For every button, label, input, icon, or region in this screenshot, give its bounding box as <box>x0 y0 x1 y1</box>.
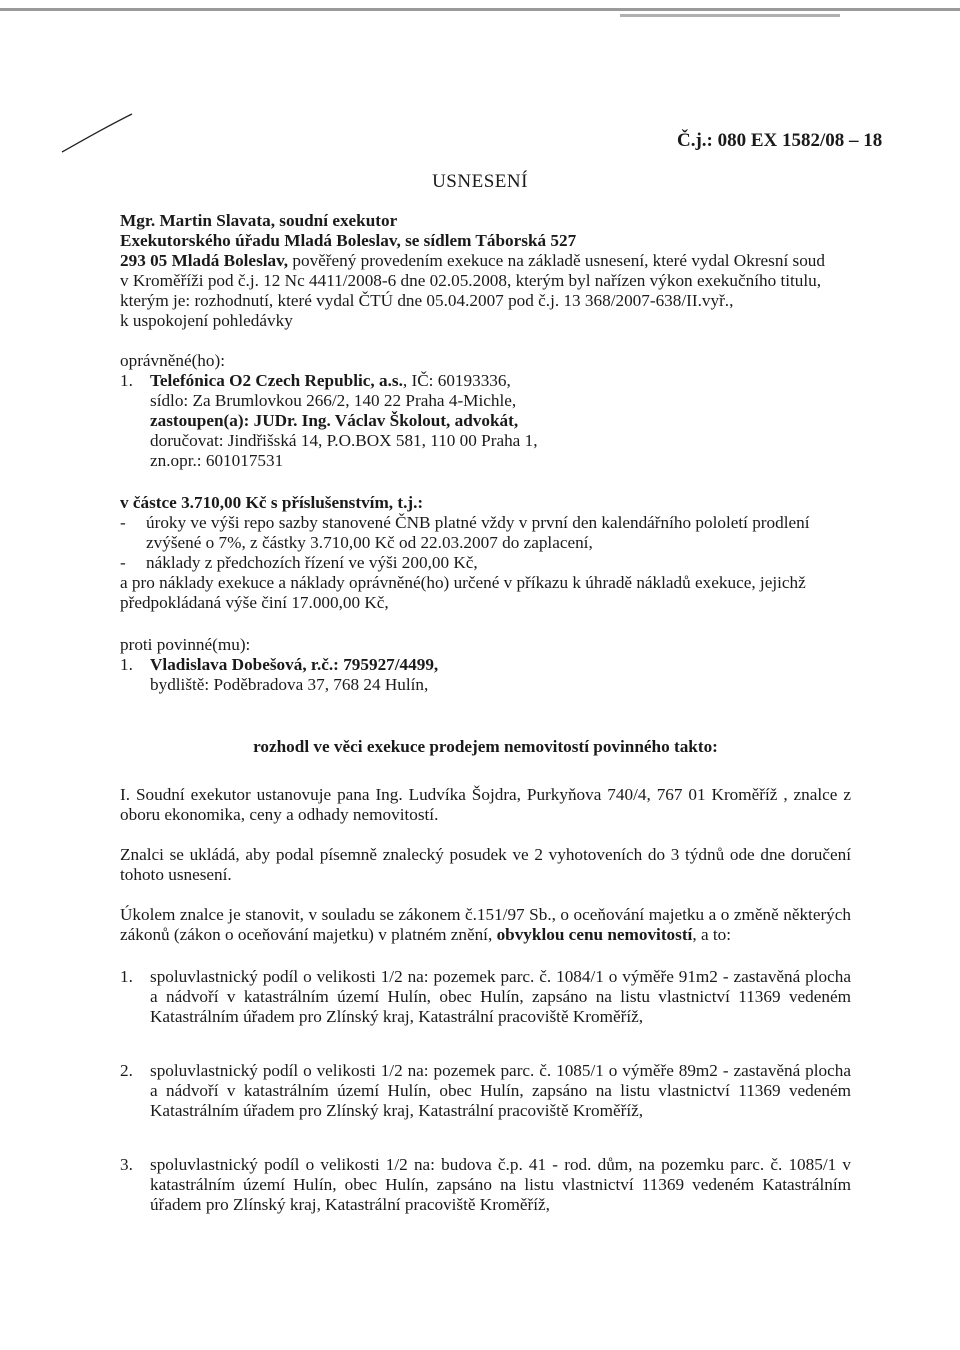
execution-costs-line-2: předpokládaná výše činí 17.000,00 Kč, <box>120 593 389 612</box>
creditor-delivery: doručovat: Jindřišská 14, P.O.BOX 581, 110 00 Praha 1, <box>150 431 538 450</box>
property-item-number: 3. <box>120 1155 133 1174</box>
interest-line-2: zvýšené o 7%, z částky 3.710,00 Kč od 22.03.2007 do zaplacení, <box>146 533 593 552</box>
property-item <box>120 1155 851 1215</box>
property-item-text: spoluvlastnický podíl o velikosti 1/2 na: pozemek parc. č. 1084/1 o výměře 91m2 - zastavěná plocha a nádvoří v katastrálním území Hulín, obec Hulín, zapsáno na listu vlastnictví 11369 vedeném Katastrálním úřadem pro Zlínský kraj, Katastrální pracoviště Kroměříž, <box>150 967 851 1026</box>
executor-city: 293 05 Mladá Boleslav, <box>120 251 289 270</box>
amount-costs: - náklady z předchozích řízení ve výši 200,00 Kč, <box>120 553 851 573</box>
creditor-representative: zastoupen(a): JUDr. Ing. Václav Školout, advokát, <box>150 411 519 430</box>
creditor-name: Telefónica O2 Czech Republic, a.s. <box>150 371 403 390</box>
debtor-label: proti povinné(mu): <box>120 635 251 654</box>
creditor-block <box>120 371 851 471</box>
executor-name: Mgr. Martin Slavata, soudní exekutor <box>120 211 398 230</box>
creditor-seat: sídlo: Za Brumlovkou 266/2, 140 22 Praha 4-Michle, <box>150 391 517 410</box>
title-line: kterým je: rozhodnutí, které vydal ČTÚ dne 05.04.2007 pod č.j. 13 368/2007-638/II.vyř., <box>120 291 734 310</box>
executor-address-line <box>120 251 851 271</box>
property-item-text: spoluvlastnický podíl o velikosti 1/2 na: budova č.p. 41 - rod. dům, na pozemku parc. č. 1085/1 v katastrálním území Hulín, obec Hulín, zapsáno na listu vlastnictví 11369 vedeném Katastrálním úřadem pro Zlínský kraj, Katastrální pracoviště Kroměříž, <box>150 1155 851 1214</box>
property-item <box>120 1061 851 1121</box>
case-reference: Č.j.: 080 EX 1582/08 – 18 <box>677 130 883 151</box>
debtor-block <box>120 655 851 695</box>
creditor-number: 1. <box>120 371 133 390</box>
task-text: Úkolem znalce je stanovit, v souladu se zákonem č.151/97 Sb., o oceňování majetku a o změně některých zákonů (zákon o oceňování majetku) v platném znění, <box>120 905 851 944</box>
property-item-number: 2. <box>120 1061 133 1080</box>
pen-mark-icon <box>60 110 140 155</box>
costs-line: náklady z předchozích řízení ve výši 200,00 Kč, <box>146 553 478 572</box>
deadline-paragraph: Znalci se ukládá, aby podal písemně znalecký posudek ve 2 vyhotoveních do 3 týdnů ode dne doručení tohoto usnesení. <box>120 845 851 884</box>
section-i-paragraph: I. Soudní exekutor ustanovuje pana Ing. Ludvíka Šojdra, Purkyňova 740/4, 767 01 Kroměříž , znalce z oboru ekonomika, ceny a odhady nemovitostí. <box>120 785 851 824</box>
property-item <box>120 967 851 1027</box>
task-emphasis: obvyklou cenu nemovitostí <box>496 925 693 944</box>
claim-line: k uspokojení pohledávky <box>120 311 293 330</box>
document-title: USNESENÍ <box>432 171 528 192</box>
creditor-label: oprávněné(ho): <box>120 351 225 370</box>
debtor-number: 1. <box>120 655 133 674</box>
court-decision-line: v Kroměříži pod č.j. 12 Nc 4411/2008-6 dne 02.05.2008, kterým byl nařízen výkon exekučního titulu, <box>120 271 822 290</box>
amount-interest: - úroky ve výši repo sazby stanovené ČNB platné vždy v první den kalendářního pololetí prodlení zvýšené o 7%, z částky 3.710,00 Kč od 22.03.2007 do zaplacení, <box>120 513 851 553</box>
amount-heading: v částce 3.710,00 Kč s příslušenstvím, t.j.: <box>120 493 424 512</box>
scan-edge-line-secondary <box>620 14 840 17</box>
task-end: , a to: <box>692 925 732 944</box>
execution-costs-line-1: a pro náklady exekuce a náklady oprávněné(ho) určené v příkazu k úhradě nákladů exekuce, jejichž <box>120 573 806 592</box>
document-body <box>120 211 851 1215</box>
property-item-number: 1. <box>120 967 133 986</box>
scan-edge-line <box>0 8 960 11</box>
interest-line-1: úroky ve výši repo sazby stanovené ČNB platné vždy v první den kalendářního pololetí prodlení <box>146 513 810 532</box>
creditor-reference: zn.opr.: 601017531 <box>150 451 284 470</box>
executor-office: Exekutorského úřadu Mladá Boleslav, se sídlem Táborská 527 <box>120 231 577 250</box>
debtor-name: Vladislava Dobešová, r.č.: 795927/4499, <box>150 655 439 674</box>
debtor-address: bydliště: Poděbradova 37, 768 24 Hulín, <box>150 675 429 694</box>
decision-heading: rozhodl ve věci exekuce prodejem nemovitostí povinného takto: <box>253 737 718 756</box>
creditor-ic: , IČ: 60193336, <box>402 371 511 390</box>
task-paragraph <box>120 905 851 945</box>
property-item-text: spoluvlastnický podíl o velikosti 1/2 na: pozemek parc. č. 1085/1 o výměře 89m2 - zastavěná plocha a nádvoří v katastrálním území Hulín, obec Hulín, zapsáno na listu vlastnictví 11369 vedeném Katastrálním úřadem pro Zlínský kraj, Katastrální pracoviště Kroměříž, <box>150 1061 851 1120</box>
executor-mandate: pověřený provedením exekuce na základě usnesení, které vydal Okresní soud <box>288 251 825 270</box>
